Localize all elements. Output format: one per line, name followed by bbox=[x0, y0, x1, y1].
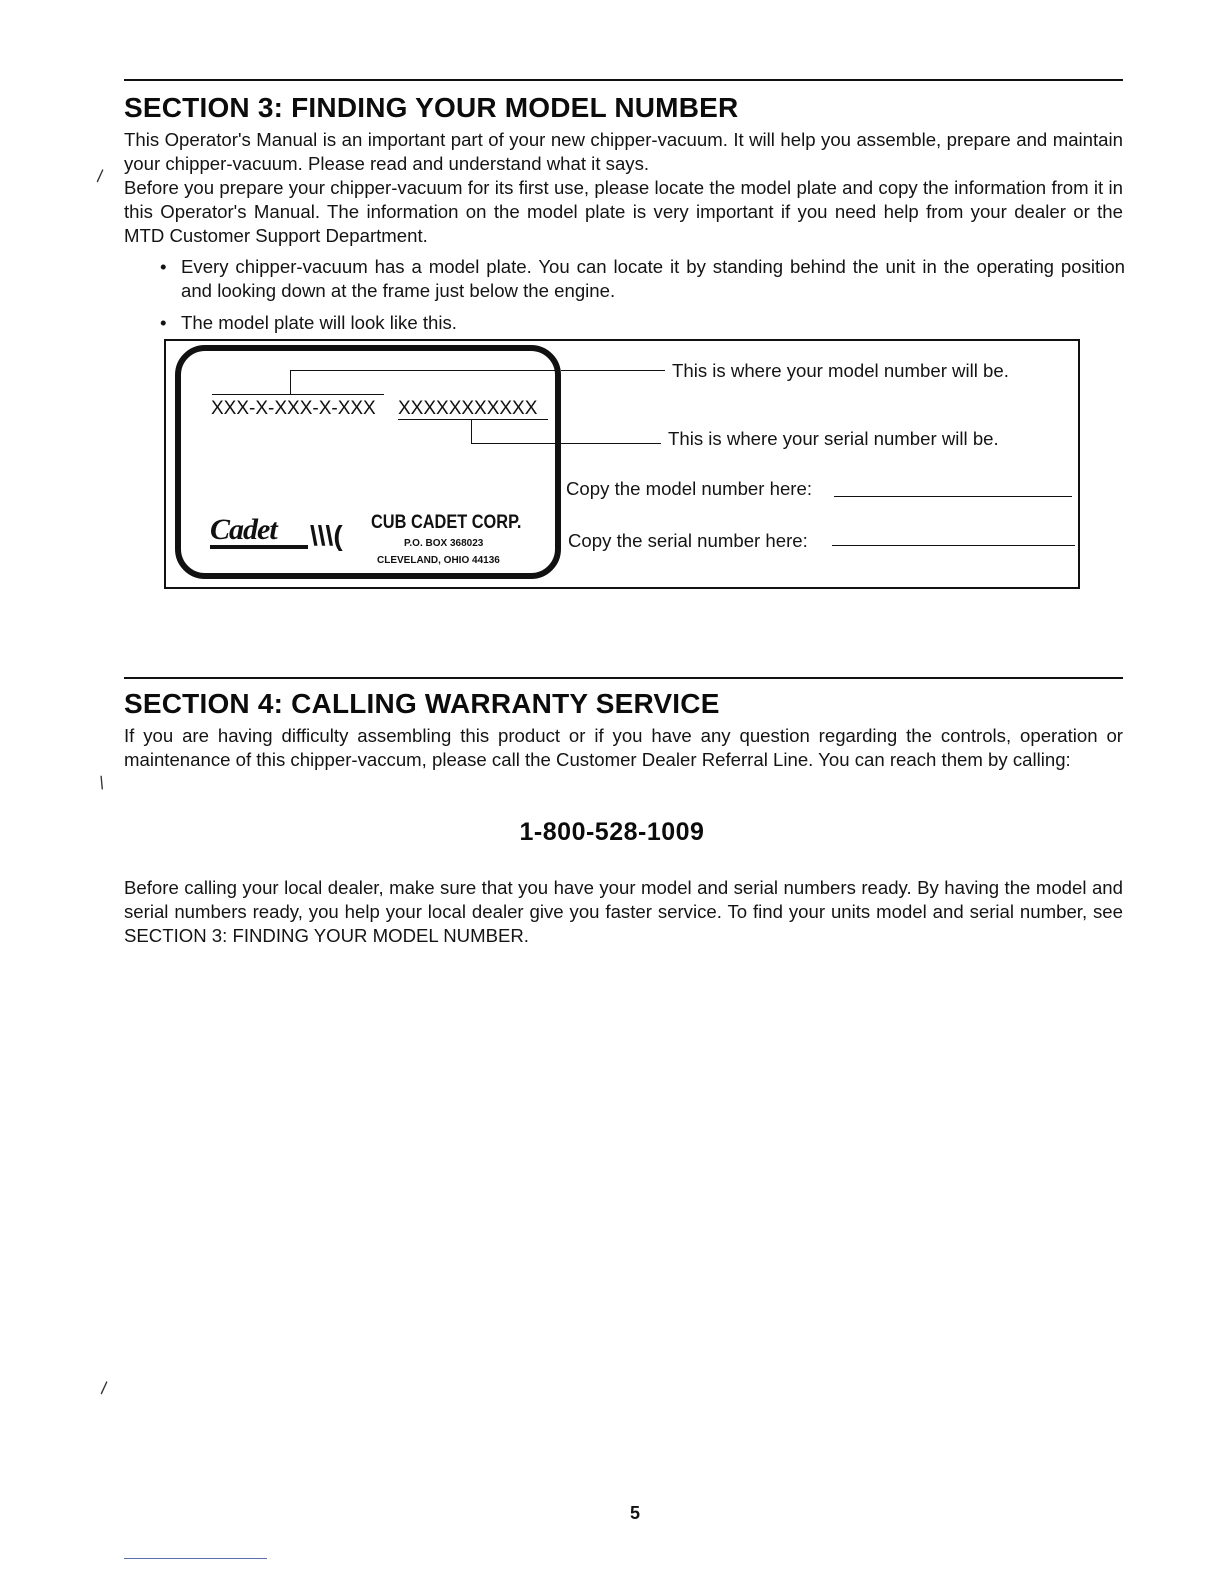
model-callout-leader bbox=[561, 370, 665, 371]
model-number-format: XXX-X-XXX-X-XXX bbox=[211, 398, 376, 419]
dealer-referral-phone-number: 1-800-528-1009 bbox=[519, 818, 705, 846]
bullet-item bbox=[160, 255, 1125, 303]
serial-number-format: XXXXXXXXXXX bbox=[398, 398, 538, 419]
company-name: CUB CADET CORP. bbox=[371, 512, 522, 533]
copy-model-label: Copy the model number here: bbox=[566, 478, 812, 499]
company-city: CLEVELAND, OHIO 44136 bbox=[377, 555, 500, 566]
copy-serial-blank-line bbox=[832, 545, 1075, 546]
scan-mark-icon: \ bbox=[95, 1378, 113, 1398]
model-callout-text: This is where your model number will be. bbox=[672, 360, 1009, 381]
footer-line bbox=[124, 1558, 267, 1559]
serial-overline bbox=[398, 419, 548, 420]
serial-callout-text: This is where your serial number will be. bbox=[668, 428, 999, 449]
grass-leaf-icon: \\\( bbox=[310, 520, 343, 551]
section-4-heading: SECTION 4: CALLING WARRANTY SERVICE bbox=[124, 688, 720, 719]
serial-bracket-line bbox=[471, 443, 561, 444]
cadet-logo-underline bbox=[210, 545, 308, 549]
bullet-text: The model plate will look like this. bbox=[181, 312, 457, 333]
copy-model-blank-line bbox=[834, 496, 1072, 497]
cadet-logo: Cadet bbox=[210, 513, 277, 546]
copy-serial-label: Copy the serial number here: bbox=[568, 530, 808, 551]
serial-callout-leader bbox=[561, 443, 661, 444]
model-underline bbox=[212, 394, 384, 395]
scan-mark-icon: \ bbox=[91, 166, 109, 186]
section-4-top-rule bbox=[124, 677, 1123, 679]
bullet-text: Every chipper-vacuum has a model plate. You can locate it by standing behind the unit in the operating position and looking down at the frame just below the engine. bbox=[181, 256, 1125, 301]
bullet-dot-icon: • bbox=[160, 312, 167, 333]
model-bracket-line bbox=[290, 370, 560, 371]
model-bracket-tick bbox=[290, 370, 291, 394]
section-3-heading: SECTION 3: FINDING YOUR MODEL NUMBER bbox=[124, 92, 739, 123]
bullet-dot-icon: • bbox=[160, 256, 167, 277]
section-3-intro-paragraph: This Operator's Manual is an important part of your new chipper-vacuum. It will help you assemble, prepare and maintain your chipper-vacuum. Please read and understand what it says. bbox=[124, 129, 1123, 174]
section-4-closing-paragraph: Before calling your local dealer, make sure that you have your model and serial numbers ready. By having the model and serial numbers ready, you help your local dealer give you faster service. To find your units model and serial number, see SECTION 3: FINDING YOUR MODEL NUMBER. bbox=[124, 877, 1123, 946]
section-4-intro-paragraph: If you are having difficulty assembling this product or if you have any question regarding the controls, operation or maintenance of this chipper-vaccum, please call the Customer Dealer Referral Line. You can reach them by calling: bbox=[124, 725, 1123, 770]
bullet-item bbox=[160, 311, 1125, 335]
scan-mark-icon: \ bbox=[97, 772, 106, 794]
page-number: 5 bbox=[629, 1503, 640, 1523]
section-3-model-plate-paragraph: Before you prepare your chipper-vacuum for its first use, please locate the model plate and copy the information from it in this Operator's Manual. The information on the model plate is very important if you need help from your dealer or the MTD Customer Support Department. bbox=[124, 177, 1123, 246]
company-po-box: P.O. BOX 368023 bbox=[404, 538, 484, 549]
serial-bracket-tick bbox=[471, 420, 472, 443]
section-3-top-rule bbox=[124, 79, 1123, 81]
